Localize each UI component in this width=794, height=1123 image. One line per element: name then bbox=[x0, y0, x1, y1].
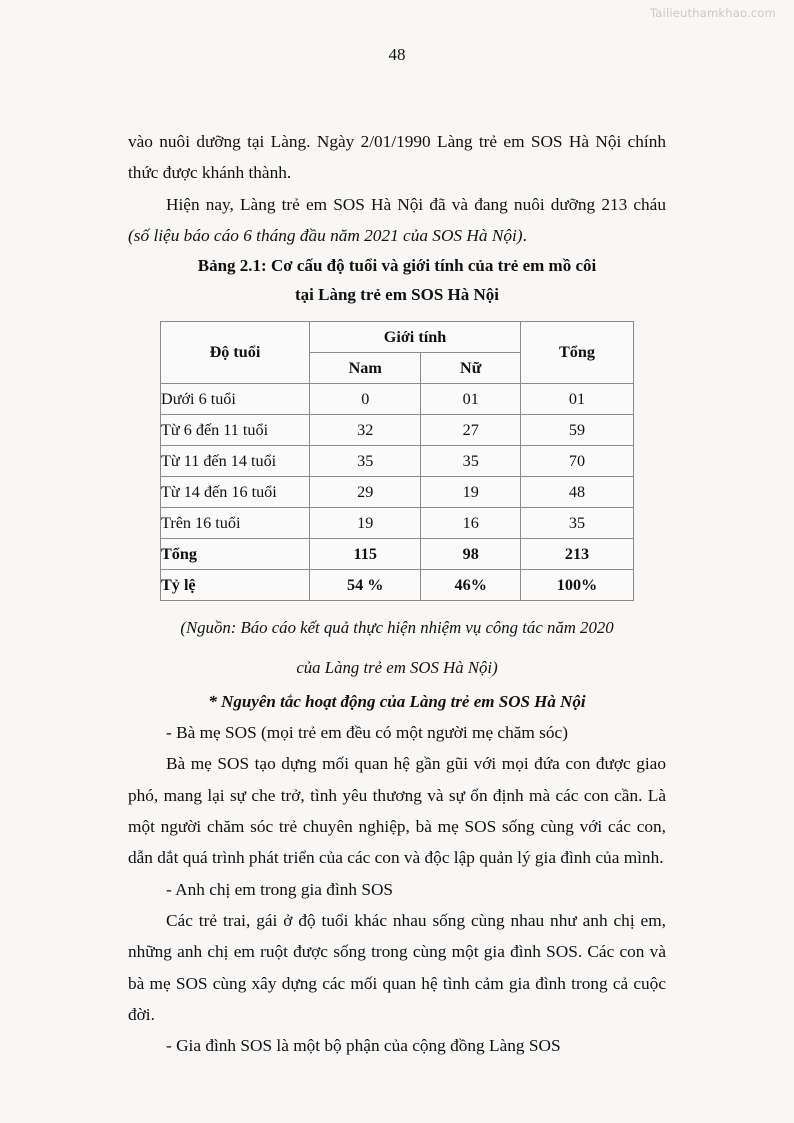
cell-male: 115 bbox=[310, 539, 421, 570]
cell-total: 35 bbox=[521, 508, 634, 539]
cell-age: Trên 16 tuổi bbox=[161, 508, 310, 539]
table-caption-line-1: Bảng 2.1: Cơ cấu độ tuổi và giới tính của trẻ em mồ côi bbox=[197, 256, 597, 276]
cell-age: Tỷ lệ bbox=[161, 570, 310, 601]
page-number: 48 bbox=[388, 45, 406, 64]
table-caption-line-2: tại Làng trẻ em SOS Hà Nội bbox=[295, 285, 499, 305]
cell-male: 19 bbox=[310, 508, 421, 539]
cell-age: Dưới 6 tuổi bbox=[161, 384, 310, 415]
cell-total: 48 bbox=[521, 477, 634, 508]
cell-age: Từ 11 đến 14 tuổi bbox=[161, 446, 310, 477]
table-row bbox=[161, 446, 634, 477]
paragraph-current-status-normal: Hiện nay, Làng trẻ em SOS Hà Nội đã và đang nuôi dưỡng 213 cháu bbox=[166, 194, 666, 214]
header-total: Tổng bbox=[521, 322, 634, 384]
cell-age: Từ 6 đến 11 tuổi bbox=[161, 415, 310, 446]
cell-female: 27 bbox=[421, 415, 521, 446]
source-note-line-2: của Làng trẻ em SOS Hà Nội) bbox=[296, 658, 498, 678]
paragraph-current-status-period: . bbox=[522, 225, 527, 245]
paragraph-sos-siblings-detail: Các trẻ trai, gái ở độ tuổi khác nhau sống cùng nhau như anh chị em, những anh chị em ruột được sống trong cùng một gia đình SOS. Các con và bà mẹ SOS cùng xây dựng các mối quan hệ tình cảm gia đình trong cả cuộc đời. bbox=[128, 910, 666, 1024]
watermark-text: Tailieuthamkhao.com bbox=[649, 6, 776, 20]
document-content bbox=[128, 126, 666, 1061]
header-age: Độ tuổi bbox=[161, 322, 310, 384]
paragraph-sos-mother-detail: Bà mẹ SOS tạo dựng mối quan hệ gần gũi với mọi đứa con được giao phó, mang lại sự che trở, tình yêu thương và sự ổn định mà các con cần. Là một người chăm sóc trẻ chuyên nghiệp, bà mẹ SOS sống cùng với các con, dẫn dắt quá trình phát triển của các con và độc lập quản lý gia đình của mình. bbox=[128, 754, 666, 868]
cell-male: 0 bbox=[310, 384, 421, 415]
header-male: Nam bbox=[310, 353, 421, 384]
cell-male: 32 bbox=[310, 415, 421, 446]
table-row bbox=[161, 477, 634, 508]
cell-total: 01 bbox=[521, 384, 634, 415]
cell-total: 59 bbox=[521, 415, 634, 446]
bullet-sos-family-community: - Gia đình SOS là một bộ phận của cộng đồng Làng SOS bbox=[166, 1036, 561, 1056]
table-row bbox=[161, 508, 634, 539]
cell-female: 01 bbox=[421, 384, 521, 415]
table-header-row-1 bbox=[161, 322, 634, 353]
cell-male: 54 % bbox=[310, 570, 421, 601]
paragraph-current-status-citation: (số liệu báo cáo 6 tháng đầu năm 2021 của SOS Hà Nội) bbox=[128, 225, 523, 245]
table-container bbox=[128, 321, 666, 601]
table-body bbox=[161, 384, 634, 601]
cell-female: 35 bbox=[421, 446, 521, 477]
header-female: Nữ bbox=[421, 353, 521, 384]
header-gender: Giới tính bbox=[310, 322, 521, 353]
cell-female: 19 bbox=[421, 477, 521, 508]
cell-age: Tổng bbox=[161, 539, 310, 570]
cell-female: 16 bbox=[421, 508, 521, 539]
table-row-sum bbox=[161, 539, 634, 570]
table-header bbox=[161, 322, 634, 384]
age-gender-table bbox=[160, 321, 634, 601]
table-row bbox=[161, 384, 634, 415]
cell-male: 29 bbox=[310, 477, 421, 508]
table-row-percentage bbox=[161, 570, 634, 601]
paragraph-intro: vào nuôi dưỡng tại Làng. Ngày 2/01/1990 Làng trẻ em SOS Hà Nội chính thức được khánh thành. bbox=[128, 132, 666, 183]
paragraph-current-status bbox=[128, 189, 666, 252]
bullet-sos-siblings: - Anh chị em trong gia đình SOS bbox=[166, 879, 394, 899]
cell-total: 213 bbox=[521, 539, 634, 570]
source-note-line-1: (Nguồn: Báo cáo kết quả thực hiện nhiệm vụ công tác năm 2020 bbox=[180, 618, 614, 638]
table-row bbox=[161, 415, 634, 446]
section-heading-principles: * Nguyên tắc hoạt động của Làng trẻ em SOS Hà Nội bbox=[208, 692, 586, 712]
cell-age: Từ 14 đến 16 tuổi bbox=[161, 477, 310, 508]
cell-female: 46% bbox=[421, 570, 521, 601]
bullet-sos-mother: - Bà mẹ SOS (mọi trẻ em đều có một người mẹ chăm sóc) bbox=[166, 723, 568, 743]
cell-female: 98 bbox=[421, 539, 521, 570]
cell-total: 100% bbox=[521, 570, 634, 601]
cell-total: 70 bbox=[521, 446, 634, 477]
cell-male: 35 bbox=[310, 446, 421, 477]
